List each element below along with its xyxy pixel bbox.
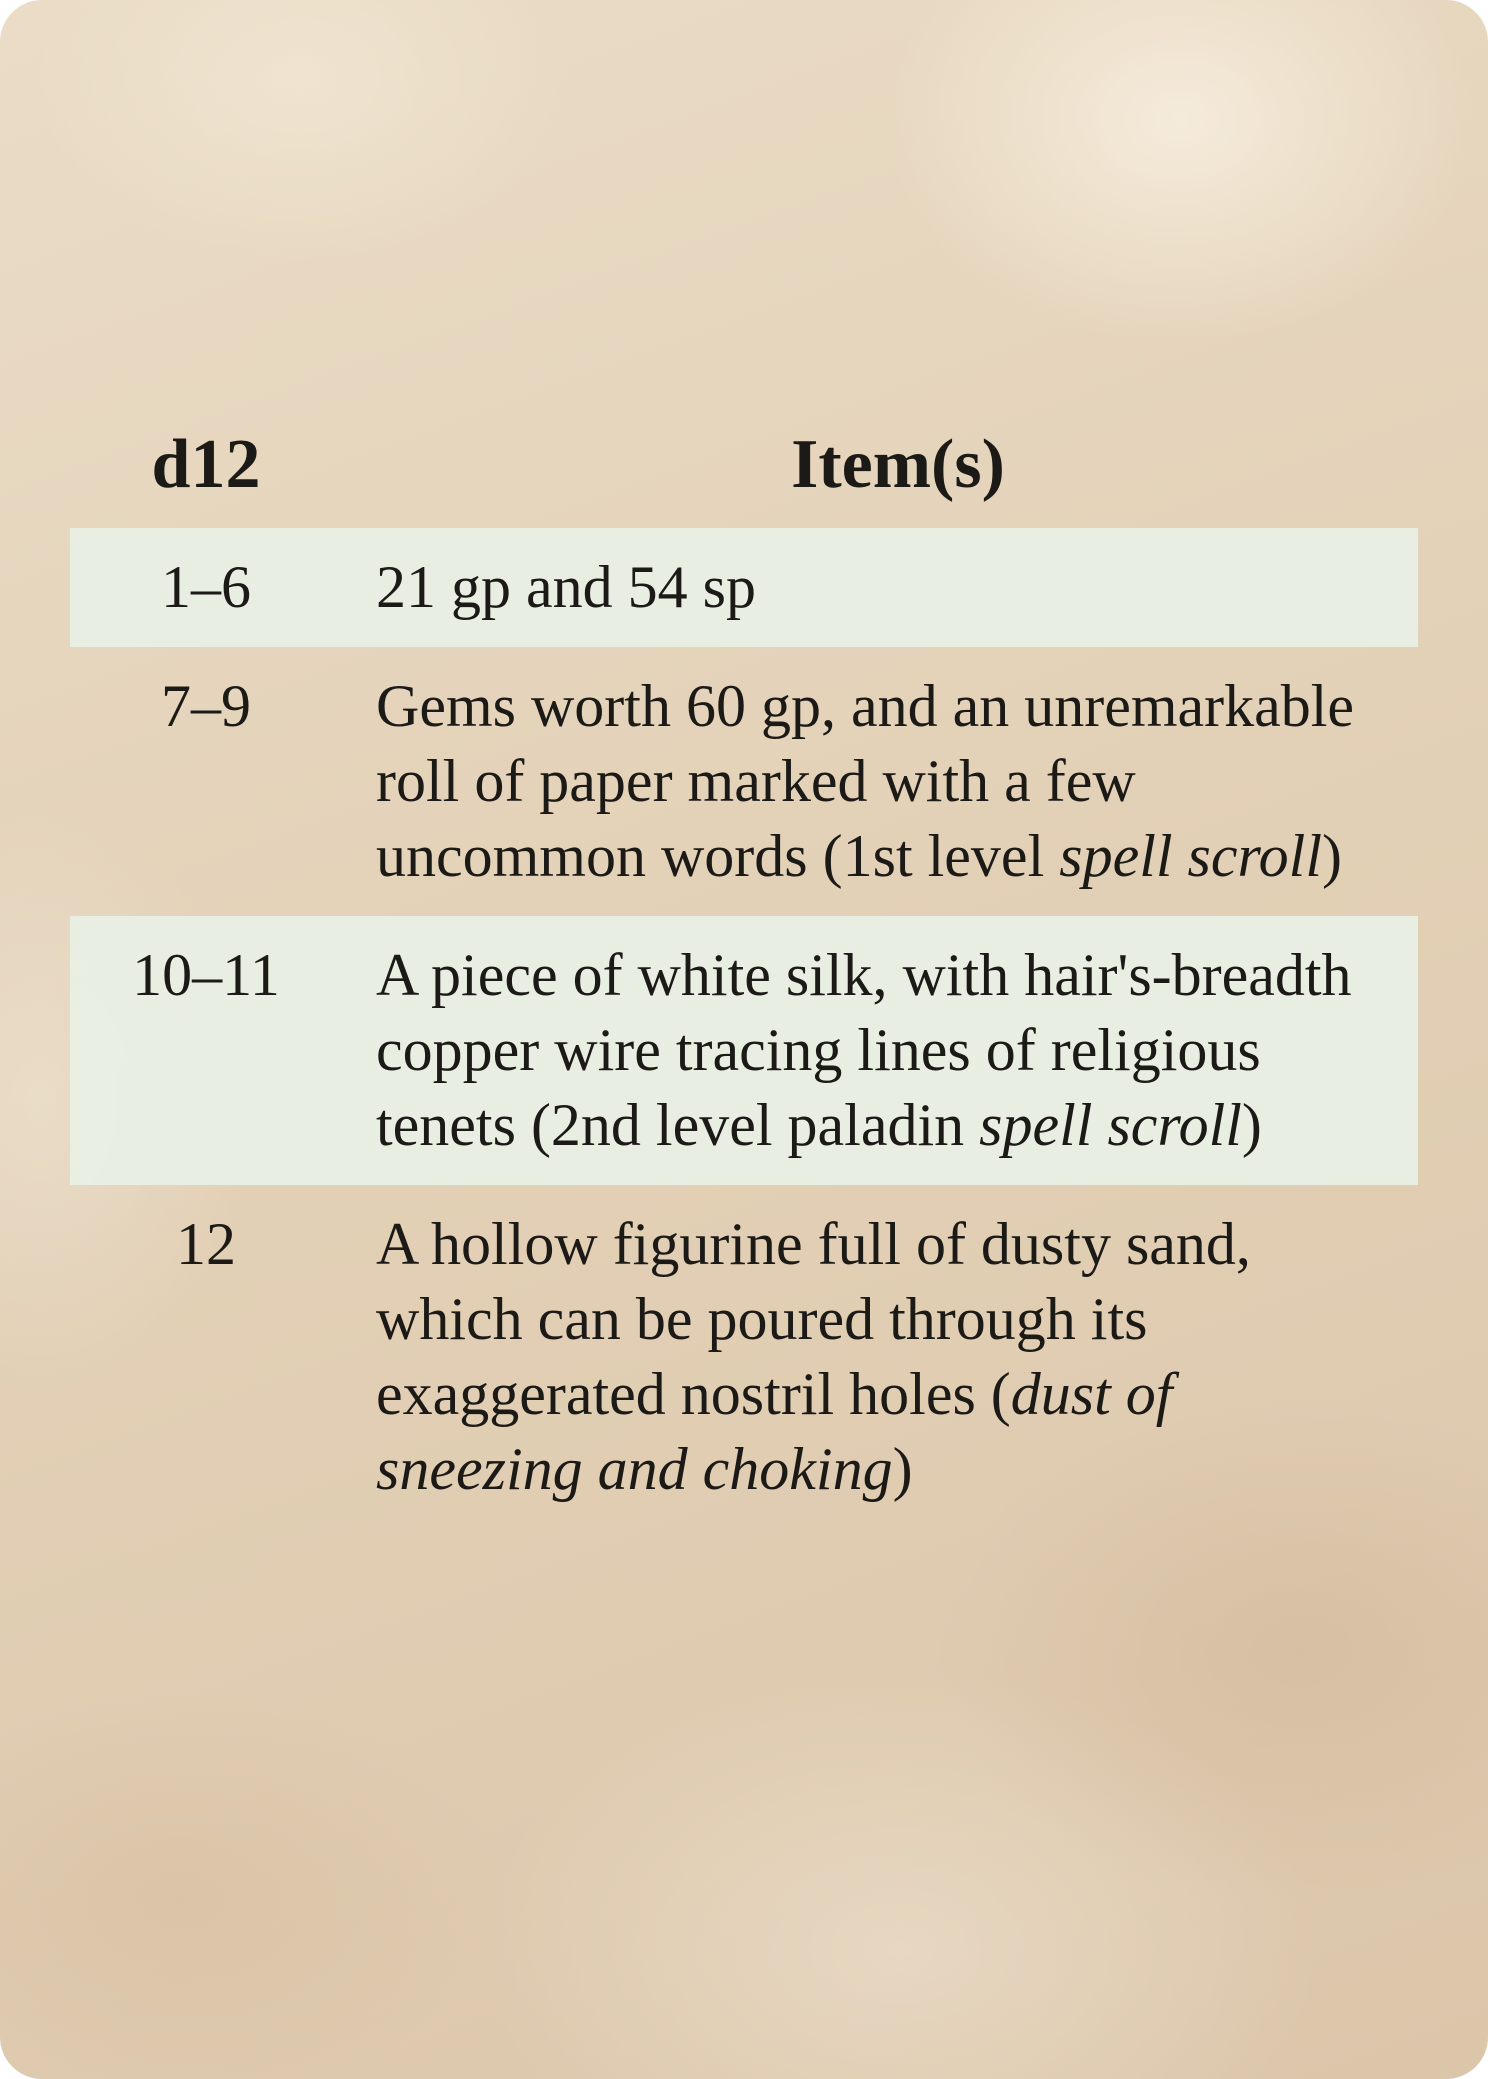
item-magic-name: dust of sneezing and choking [376, 1361, 1173, 1502]
loot-table-container [70, 426, 1418, 1529]
item-text: Gems worth 60 gp, and an unremarkable roll of paper marked with a few uncommon words (1st level [376, 673, 1355, 889]
roll-range: 1–6 [70, 528, 342, 647]
roll-column-header: d12 [151, 426, 261, 503]
table-row [70, 647, 1418, 916]
item-text: ) [892, 1436, 913, 1502]
table-row [70, 916, 1418, 1185]
item-text: A hollow figurine full of dusty sand, which can be poured through its exaggerated nostril holes ( [376, 1211, 1251, 1427]
item-description [342, 647, 1418, 916]
roll-range: 7–9 [161, 673, 251, 739]
item-description [342, 916, 1418, 1185]
roll-range: 10–11 [70, 916, 342, 1185]
item-text: ) [1241, 1092, 1262, 1158]
item-magic-name: spell scroll [1059, 823, 1322, 889]
table-row [70, 528, 1418, 647]
table-header-row [70, 430, 1418, 528]
item-magic-name: spell scroll [979, 1092, 1242, 1158]
item-text: 21 gp and 54 sp [376, 554, 756, 620]
item-description [342, 528, 1418, 647]
item-text: A piece of white silk, with hair's-breadth copper wire tracing lines of religious tenets (2nd level paladin [376, 942, 1352, 1158]
loot-table [70, 426, 1418, 1529]
roll-range: 12 [176, 1211, 236, 1277]
item-text: ) [1322, 823, 1342, 889]
item-description [342, 1185, 1418, 1529]
item-column-header: Item(s) [791, 426, 1005, 503]
table-row [70, 1185, 1418, 1529]
